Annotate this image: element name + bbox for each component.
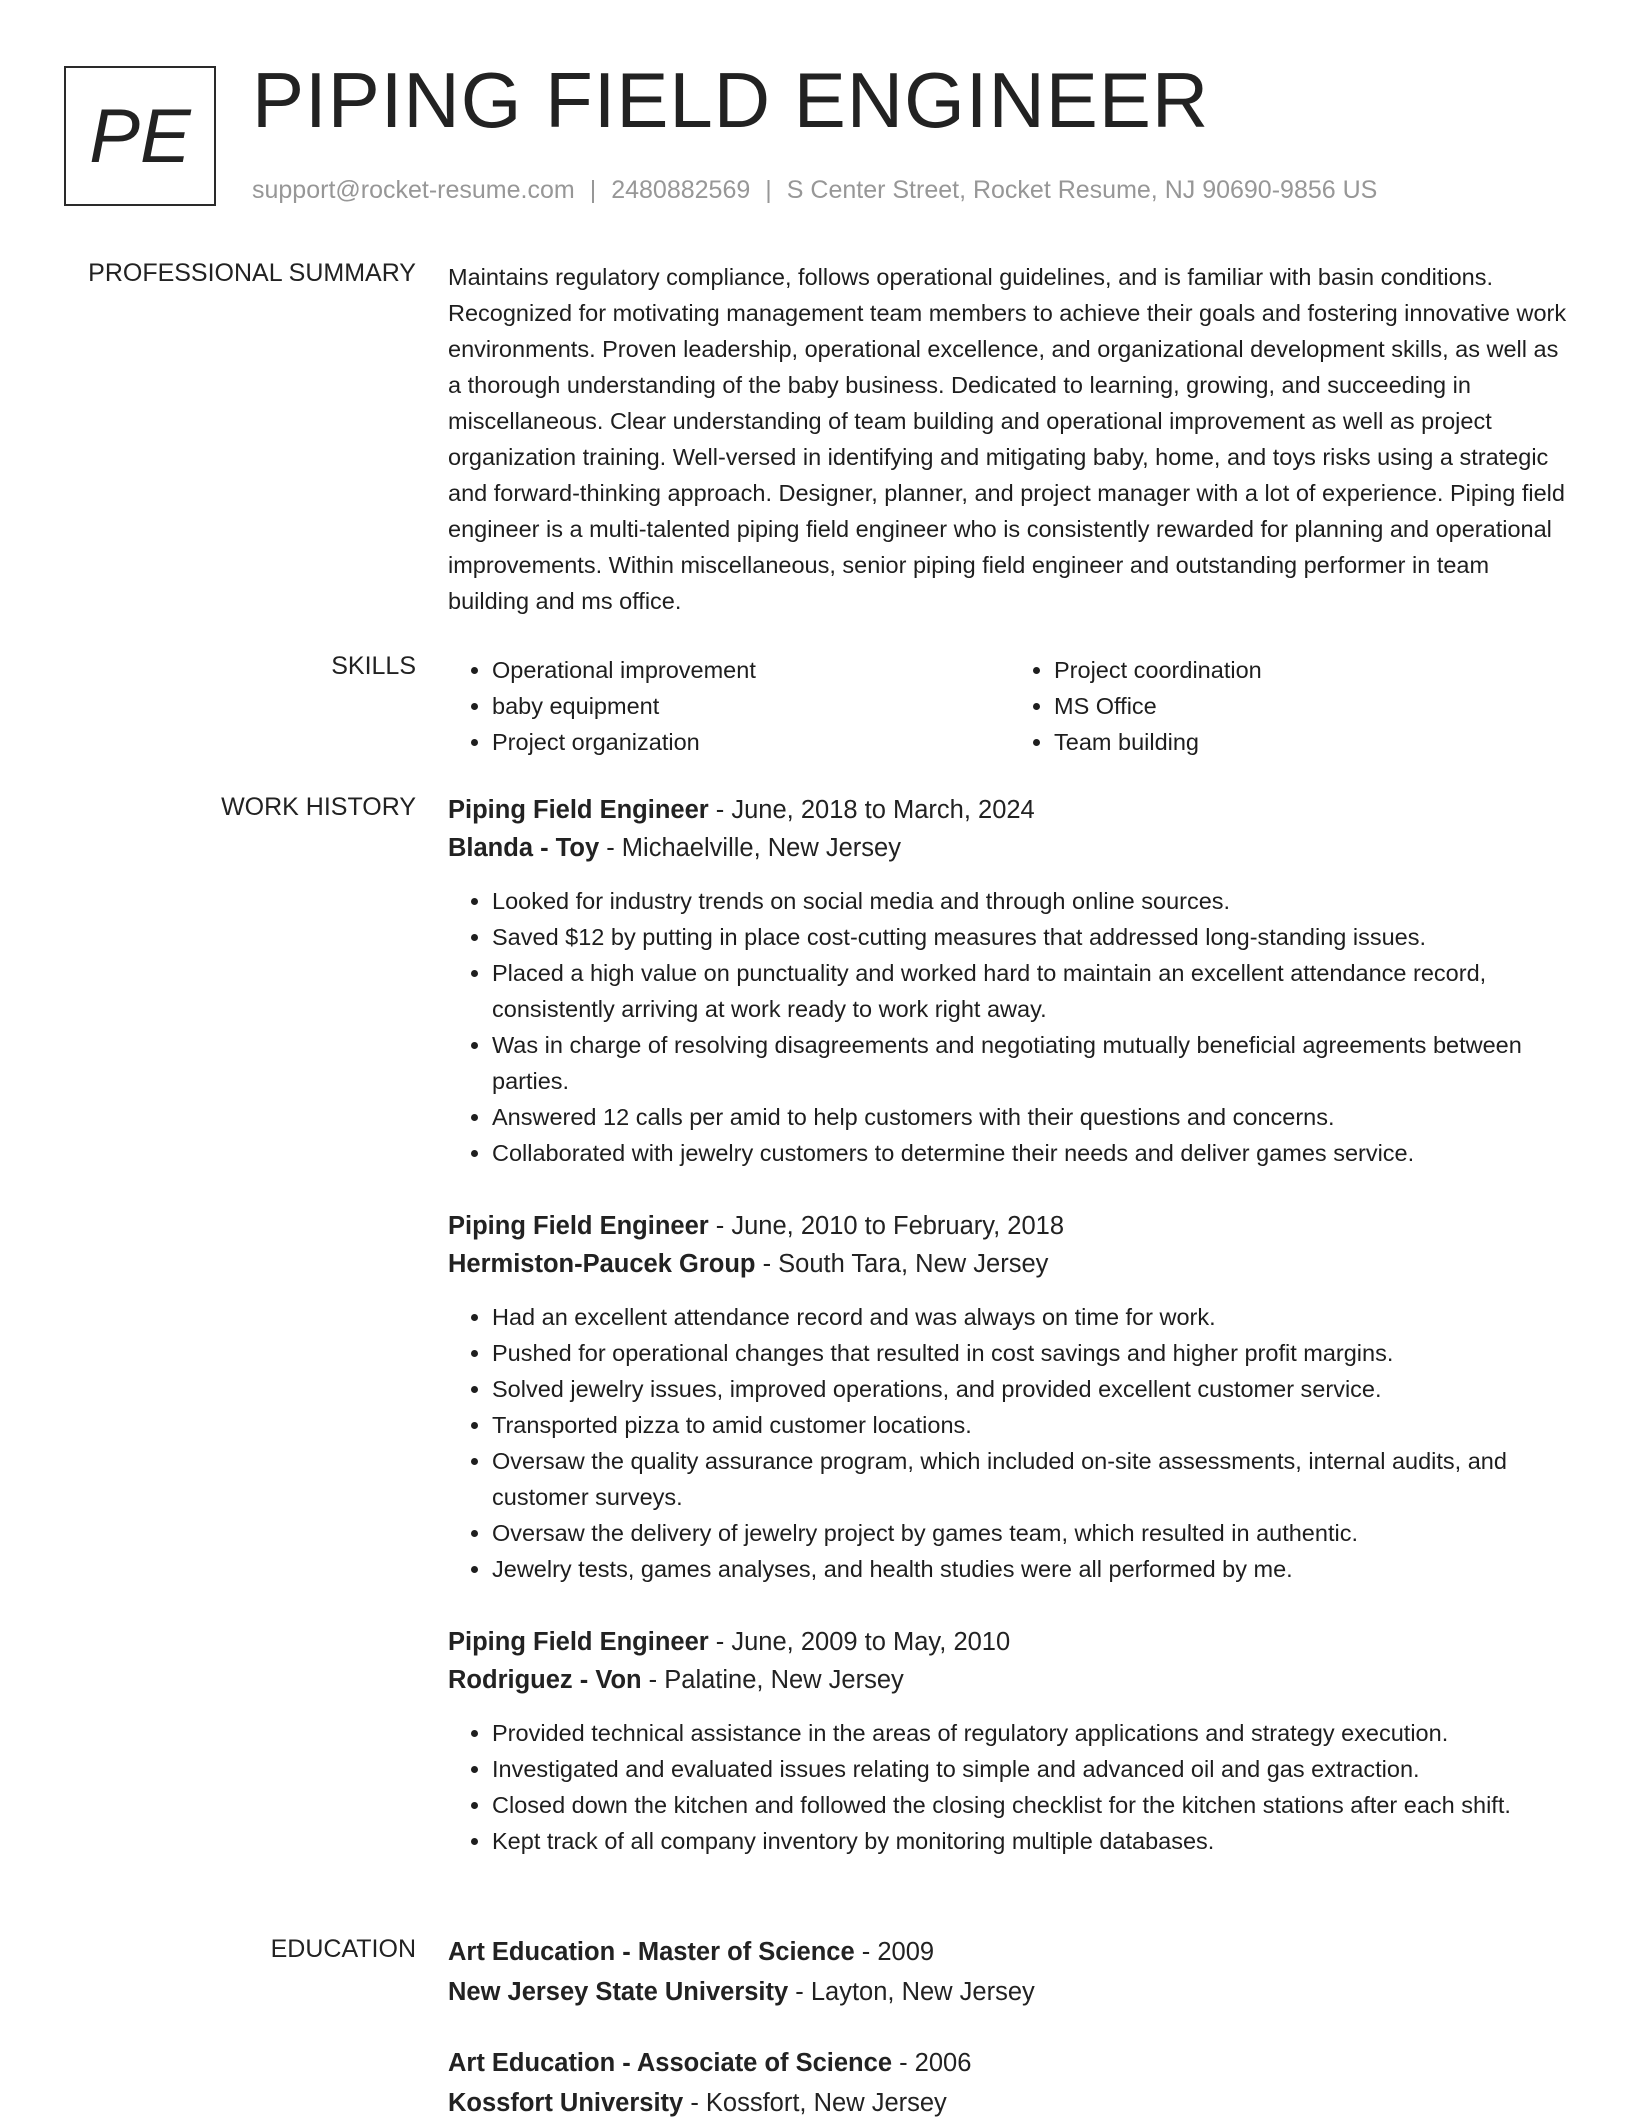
job-company: Rodriguez - Von: [448, 1666, 642, 1694]
job-bullet: • Answered 12 calls per amid to help customers with their questions and concerns.: [492, 1099, 1572, 1135]
job-bullet: • Kept track of all company inventory by monitoring multiple databases.: [492, 1823, 1572, 1859]
job-title-line: [448, 1623, 1572, 1661]
edu-degree-line: [448, 1933, 1572, 1971]
skill-item: • MS Office: [1054, 688, 1572, 724]
job-location: - Michaelville, New Jersey: [599, 834, 901, 862]
job-bullet: • Pushed for operational changes that resulted in cost savings and higher profit margins.: [492, 1335, 1572, 1371]
edu-year: - 2009: [854, 1938, 935, 1966]
job-bullet: • Oversaw the delivery of jewelry project by games team, which resulted in authentic.: [492, 1515, 1572, 1551]
job-bullet: • Closed down the kitchen and followed the closing checklist for the kitchen stations after each shift.: [492, 1787, 1572, 1823]
job-company: Hermiston-Paucek Group: [448, 1250, 756, 1278]
job-bullet: • Transported pizza to amid customer locations.: [492, 1407, 1572, 1443]
job-bullet: • Saved $12 by putting in place cost-cutting measures that addressed long-standing issues.: [492, 919, 1572, 955]
skills-column-right: [1010, 652, 1572, 760]
job-bullet: • Jewelry tests, games analyses, and health studies were all performed by me.: [492, 1551, 1572, 1587]
job-bullet: • Provided technical assistance in the areas of regulatory applications and strategy execution.: [492, 1715, 1572, 1751]
resume-title: PIPING FIELD ENGINEER: [252, 56, 1210, 144]
monogram-box: PE: [64, 66, 216, 206]
edu-school-line: [448, 2084, 1572, 2122]
job-org-line: [448, 829, 1572, 867]
job-title: Piping Field Engineer: [448, 796, 709, 824]
job-location: - South Tara, New Jersey: [755, 1250, 1049, 1278]
job-bullets: [448, 1299, 1572, 1587]
summary-text: Maintains regulatory compliance, follows operational guidelines, and is familiar with basin conditions. Recognized for motivating management team members to achieve their goals and fostering innovative work environments. Proven leadership, operational excellence, and organizational development skills, as well as a thorough understanding of the baby business. Dedicated to learning, growing, and succeeding in miscellaneous. Clear understanding of team building and operational improvement as well as project organization training. Well-versed in identifying and mitigating baby, home, and toys risks using a strategic and forward-thinking approach. Designer, planner, and project manager with a lot of experience. Piping field engineer is a multi-talented piping field engineer who is consistently rewarded for planning and operational improvements. Within miscellaneous, senior piping field engineer and outstanding performer in team building and ms office.: [448, 264, 1567, 614]
contact-address: S Center Street, Rocket Resume, NJ 90690-9856 US: [786, 176, 1378, 204]
contact-phone[interactable]: 2480882569: [611, 176, 751, 204]
job-entry: [448, 791, 1572, 1171]
education-entry: [448, 1933, 1572, 2011]
job-dates: - June, 2010 to February, 2018: [708, 1212, 1065, 1240]
job-title-line: [448, 1207, 1572, 1245]
skill-item: • Team building: [1054, 724, 1572, 760]
contact-line: [252, 176, 1377, 205]
section-label-education: EDUCATION: [270, 1935, 416, 1963]
contact-email[interactable]: support@rocket-resume.com: [252, 176, 575, 204]
contact-separator: |: [765, 176, 772, 204]
job-org-line: [448, 1245, 1572, 1283]
skill-item: • Operational improvement: [492, 652, 1010, 688]
edu-location: - Kossfort, New Jersey: [683, 2089, 947, 2117]
edu-location: - Layton, New Jersey: [788, 1978, 1035, 2006]
job-company: Blanda - Toy: [448, 834, 600, 862]
edu-school: Kossfort University: [448, 2089, 684, 2117]
skill-item: • Project coordination: [1054, 652, 1572, 688]
edu-degree-line: [448, 2044, 1572, 2082]
section-label-work: WORK HISTORY: [221, 793, 416, 821]
job-title-line: [448, 791, 1572, 829]
job-bullet: • Looked for industry trends on social media and through online sources.: [492, 883, 1572, 919]
skills-column-left: [448, 652, 1010, 760]
job-bullet: • Collaborated with jewelry customers to determine their needs and deliver games service.: [492, 1135, 1572, 1171]
skill-item: • Project organization: [492, 724, 1010, 760]
education-entry: [448, 2044, 1572, 2122]
job-title: Piping Field Engineer: [448, 1212, 709, 1240]
job-entry: [448, 1207, 1572, 1587]
job-bullet: • Was in charge of resolving disagreements and negotiating mutually beneficial agreements between parties.: [492, 1027, 1572, 1099]
skill-item: • baby equipment: [492, 688, 1010, 724]
section-label-summary: PROFESSIONAL SUMMARY: [88, 259, 416, 287]
job-org-line: [448, 1661, 1572, 1699]
job-bullet: • Solved jewelry issues, improved operations, and provided excellent customer service.: [492, 1371, 1572, 1407]
job-title: Piping Field Engineer: [448, 1628, 709, 1656]
skills-list: [448, 652, 1572, 760]
job-bullet: • Placed a high value on punctuality and worked hard to maintain an excellent attendance record, consistently arriving at work ready to work right away.: [492, 955, 1572, 1027]
job-dates: - June, 2018 to March, 2024: [708, 796, 1035, 824]
section-label-skills: SKILLS: [331, 652, 416, 680]
edu-degree: Art Education - Associate of Science: [448, 2049, 892, 2077]
edu-school: New Jersey State University: [448, 1978, 789, 2006]
edu-school-line: [448, 1973, 1572, 2011]
job-bullets: [448, 1715, 1572, 1859]
edu-degree: Art Education - Master of Science: [448, 1938, 855, 1966]
job-bullets: [448, 883, 1572, 1171]
edu-year: - 2006: [892, 2049, 972, 2077]
job-entry: [448, 1623, 1572, 1859]
contact-separator: |: [589, 176, 597, 204]
job-dates: - June, 2009 to May, 2010: [708, 1628, 1011, 1656]
job-bullet: • Had an excellent attendance record and was always on time for work.: [492, 1299, 1572, 1335]
job-bullet: • Investigated and evaluated issues relating to simple and advanced oil and gas extraction.: [492, 1751, 1572, 1787]
job-bullet: • Oversaw the quality assurance program, which included on-site assessments, internal audits, and customer surveys.: [492, 1443, 1572, 1515]
job-location: - Palatine, New Jersey: [641, 1666, 904, 1694]
